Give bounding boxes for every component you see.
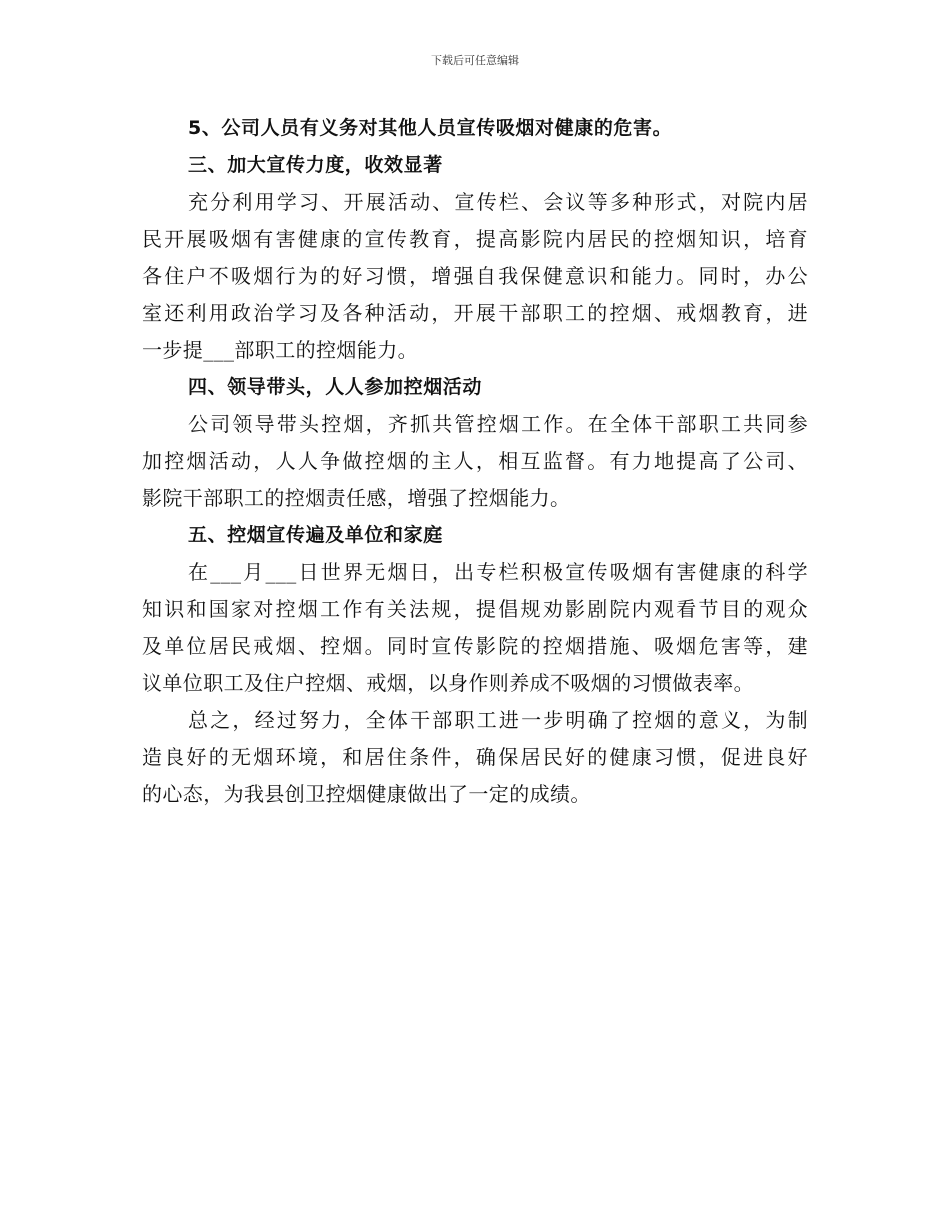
paragraph-line: 影院干部职工的控烟责任感，增强了控烟能力。 [142,486,571,510]
paragraph-line: 充分利用学习、开展活动、宣传栏、会议等多种形式，对院内居 [188,190,808,214]
section-4-heading: 四、领导带头，人人参加控烟活动 [188,376,483,398]
paragraph-line: 总之，经过努力，全体干部职工进一步明确了控烟的意义，为制 [188,708,808,732]
section-5-paragraph [142,554,808,702]
paragraph-line: 加控烟活动，人人争做控烟的主人，相互监督。有力地提高了公司、 [142,449,808,473]
section-5-heading: 五、控烟宣传遍及单位和家庭 [188,524,443,546]
item-5-text: 5、公司人员有义务对其他人员宣传吸烟对健康的危害。 [188,117,673,139]
paragraph-line: 室还利用政治学习及各种活动，开展干部职工的控烟、戒烟教育，进 [142,301,808,325]
section-4-paragraph [142,406,808,517]
paragraph-line: 议单位职工及住户控烟、戒烟，以身作则养成不吸烟的习惯做表率。 [142,671,754,695]
conclusion-paragraph [142,702,808,813]
section-3-paragraph [142,184,808,369]
page-header: 下载后可任意编辑 [431,54,519,67]
document-body [142,110,808,813]
paragraph-line: 一步提___部职工的控烟能力。 [142,338,418,362]
section-3-heading: 三、加大宣传力度，收效显著 [188,154,443,176]
paragraph-line: 公司领导带头控烟，齐抓共管控烟工作。在全体干部职工共同参 [188,412,808,436]
paragraph-line: 民开展吸烟有害健康的宣传教育，提高影院内居民的控烟知识，培育 [142,227,808,251]
paragraph-line: 的心态，为我县创卫控烟健康做出了一定的成绩。 [142,782,591,806]
paragraph-line: 在___月___日世界无烟日，出专栏积极宣传吸烟有害健康的科学 [188,560,808,584]
paragraph-line: 知识和国家对控烟工作有关法规，提倡规劝影剧院内观看节目的观众 [142,597,808,621]
paragraph-line: 各住户不吸烟行为的好习惯，增强自我保健意识和能力。同时，办公 [142,264,808,288]
paragraph-line: 及单位居民戒烟、控烟。同时宣传影院的控烟措施、吸烟危害等，建 [142,634,808,658]
paragraph-line: 造良好的无烟环境，和居住条件，确保居民好的健康习惯，促进良好 [142,745,808,769]
